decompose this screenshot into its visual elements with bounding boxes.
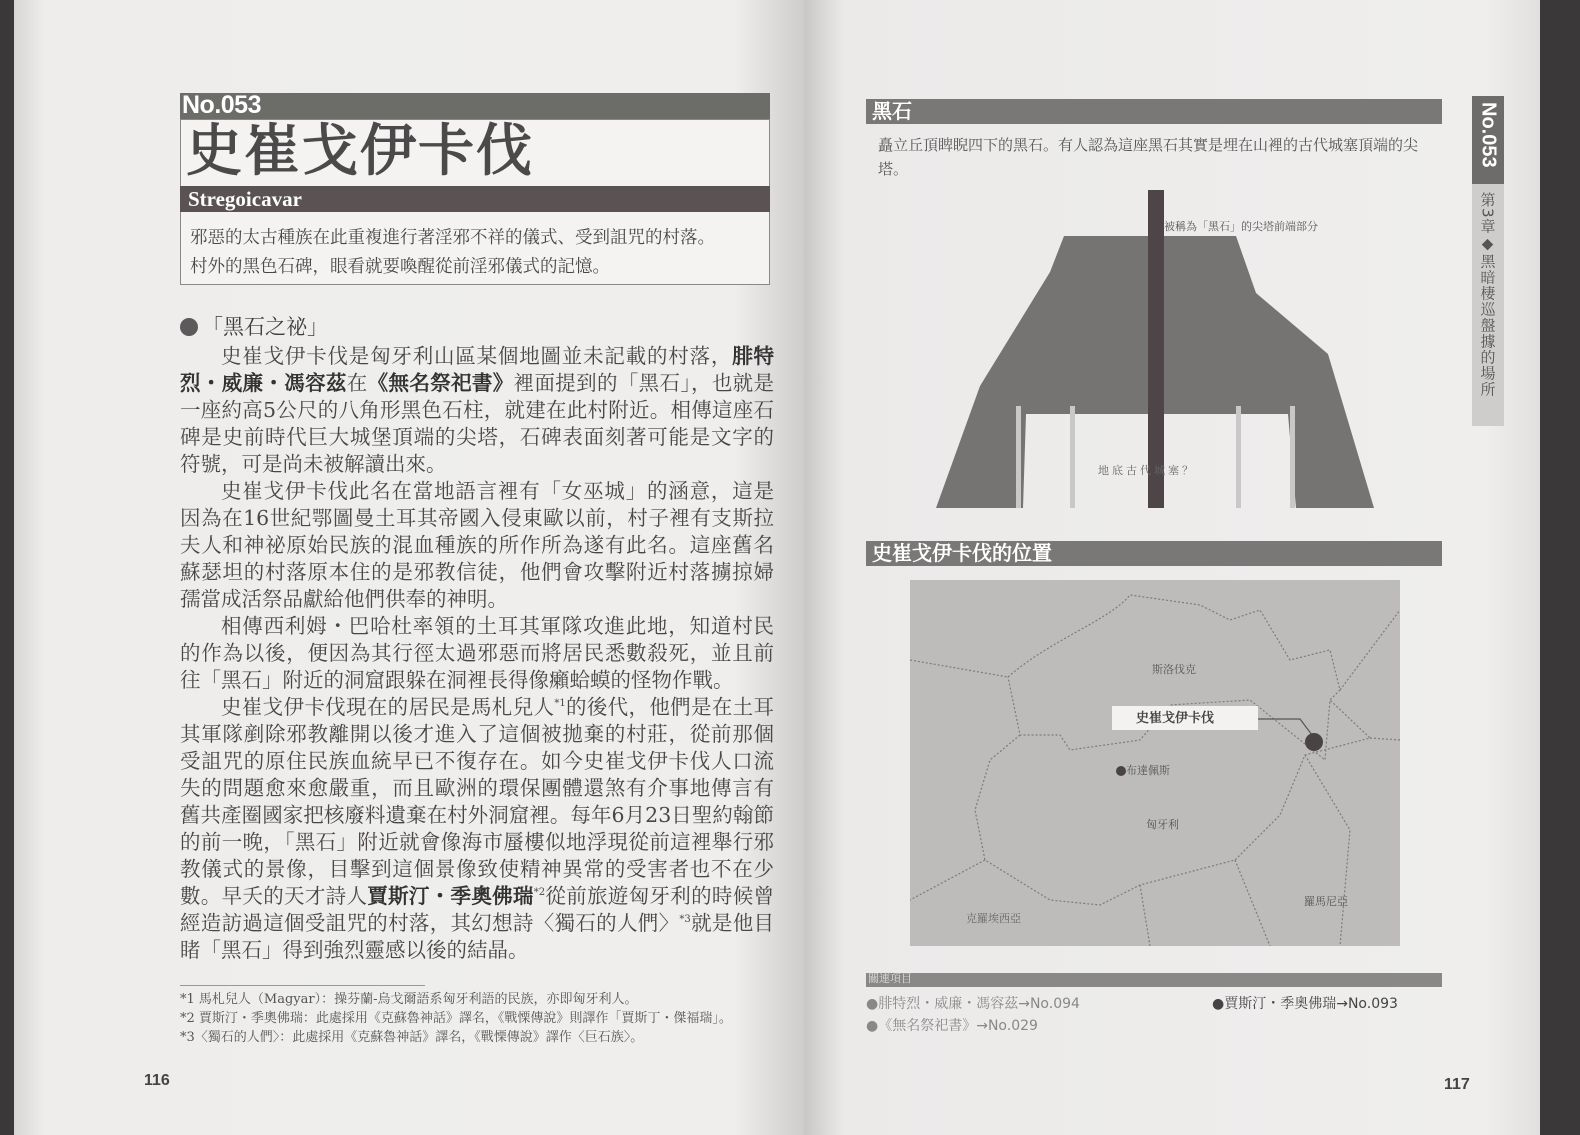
text: 從前旅遊匈牙利的時候曾經造訪過這個受詛咒的村落，其幻想詩〈獨石的人們〉 [180,884,775,935]
related-link[interactable]: ●腓特烈・威廉・馮容茲→No.094 [866,996,1080,1012]
page-number: 116 [144,1072,170,1089]
fortress-wall [1016,406,1021,508]
paragraph: 相傳西利姆・巴哈杜率領的土耳其軍隊攻進此地，知道村民的作為以後，便因為其行徑太過邪惡而將居民悉數殺死，並且前往「黑石」附近的洞窟跟躲在洞裡長得像癩蛤蟆的怪物作戰。 [180,614,774,692]
budapest-marker [1116,766,1126,776]
entry-number: No.053 [182,91,261,119]
village-marker [1305,733,1323,751]
bold-title: 《無名祭祀書》 [367,371,514,395]
section-bar-location [866,541,1442,566]
footnote: *1 馬札兒人（Magyar）：操芬蘭-烏戈爾語系匈牙利語的民族，亦即匈牙利人。 [180,992,638,1007]
fortress-wall [1290,406,1295,508]
map-label-village: 史崔戈伊卡伐 [1136,711,1215,726]
text: 就是他目睹「黑石」得到強烈靈感以後的結晶。 [180,911,775,962]
black-stone-spire [1148,190,1164,508]
text: 裡面提到的「黑石」，也就是一座約高5公尺的八角形黑色石柱，就建在此村附近。相傳這座石碑是史前時代巨大城堡頂端的尖塔，石碑表面刻著可能是文字的符號，可是尚未被解讀出來。 [180,371,775,476]
fortress-label: 地底古代城塞？ [1098,464,1196,477]
paragraph: 史崔戈伊卡伐此名在當地語言裡有「女巫城」的涵意，這是因為在16世紀鄂圖曼土耳其帝國入侵東歐以前，村子裡有支斯拉夫人和神祕原始民族的混血種族的所作所為遂有此名。這座舊名蘇瑟坦的村落原本住的是邪教信徒，他們會攻擊附近村落擄掠婦孺當成活祭品獻給他們供奉的神明。 [180,479,774,611]
footnote-ref: *2 [533,887,546,899]
entry-subtitle: Stregoicavar [188,187,302,211]
bold-name: 賈斯汀・季奧佛瑞 [367,884,534,908]
footnote-ref: *3 [679,914,691,926]
text: 在 [346,371,368,395]
related-link[interactable]: ●《無名祭祀書》→No.029 [866,1018,1038,1034]
paragraph [180,343,774,478]
footnote: *3〈獨石的人們〉：此處採用《克蘇魯神話》譯名，《戰慄傳說》譯作〈巨石族〉。 [180,1030,644,1045]
map-label-budapest: 布達佩斯 [1126,764,1170,777]
page-number: 117 [1444,1076,1470,1093]
fortress-wall [1236,406,1241,508]
text: 的後代，他們是在土耳其軍隊剷除邪教離開以後才進入了這個被拋棄的村莊，從前那個受詛咒的原住民族血統早已不復存在。如今史崔戈伊卡伐人口流失的問題愈來愈嚴重，而且歐洲的環保團體還煞有介事地傳言有舊共產圈國家把核廢料遺棄在村外洞窟裡。每年6月23日聖約翰節的前一晚，「黑石」附近就會像海市蜃樓似地浮現從前這裡舉行邪教儀式的景像，目擊到這個景像致使精神異常的受害者也不在少數。早夭的天才詩人 [180,695,775,908]
related-link[interactable]: ●賈斯汀・季奧佛瑞→No.093 [1212,996,1398,1012]
entry-title: 史崔戈伊卡伐 [186,119,534,184]
body-text [180,343,774,964]
map-label-hungary: 匈牙利 [1146,818,1179,831]
footnote-rule [180,985,425,986]
footnotes [180,990,774,1047]
left-page [14,0,804,1135]
related-bar [866,973,1442,987]
section-heading [180,314,328,340]
fortress-wall [1070,406,1075,508]
section-title: 黑石 [872,99,912,123]
map-label-croatia: 克羅埃西亞 [966,912,1021,925]
section-bar-black-stone [866,99,1442,124]
side-entry-number: No.053 [1472,96,1504,184]
lead-text [190,224,764,282]
bold-name: 腓特烈・威廉・馮容茲 [180,344,775,395]
lead-line: 邪惡的太古種族在此重複進行著淫邪不祥的儀式、受到詛咒的村落。 [190,228,715,248]
right-page [804,0,1540,1135]
section-heading-text: 「黑石之祕」 [202,315,328,339]
footnote-ref: *1 [554,698,566,710]
related-title: 關連項目 [868,972,912,985]
header-bar [180,93,770,119]
spire-label: 被稱為「黑石」的尖塔前端部分 [1164,220,1318,233]
footnote: *2 賈斯汀・季奧佛瑞：此處採用《克蘇魯神話》譯名，《戰慄傳說》則譯作「賈斯丁・傑福瑞」。 [180,1011,732,1026]
map-label-romania: 羅馬尼亞 [1304,895,1348,908]
text: 史崔戈伊卡伐是匈牙利山區某個地圖並未記載的村落， [221,344,733,368]
side-chapter: 第3章◆黑暗棲巡盤據的場所 [1478,192,1497,398]
paragraph [180,694,774,964]
diagram-description: 矗立丘頂睥睨四下的黑石。有人認為這座黑石其實是埋在山裡的古代城塞頂端的尖塔。 [878,136,1419,178]
section-title: 史崔戈伊卡伐的位置 [872,541,1052,565]
lead-line: 村外的黑色石碑，眼看就要喚醒從前淫邪儀式的記憶。 [190,257,610,277]
bullet-icon [180,318,198,336]
text: 史崔戈伊卡伐現在的居民是馬札兒人 [221,695,555,719]
map-label-slovakia: 斯洛伐克 [1152,663,1196,676]
